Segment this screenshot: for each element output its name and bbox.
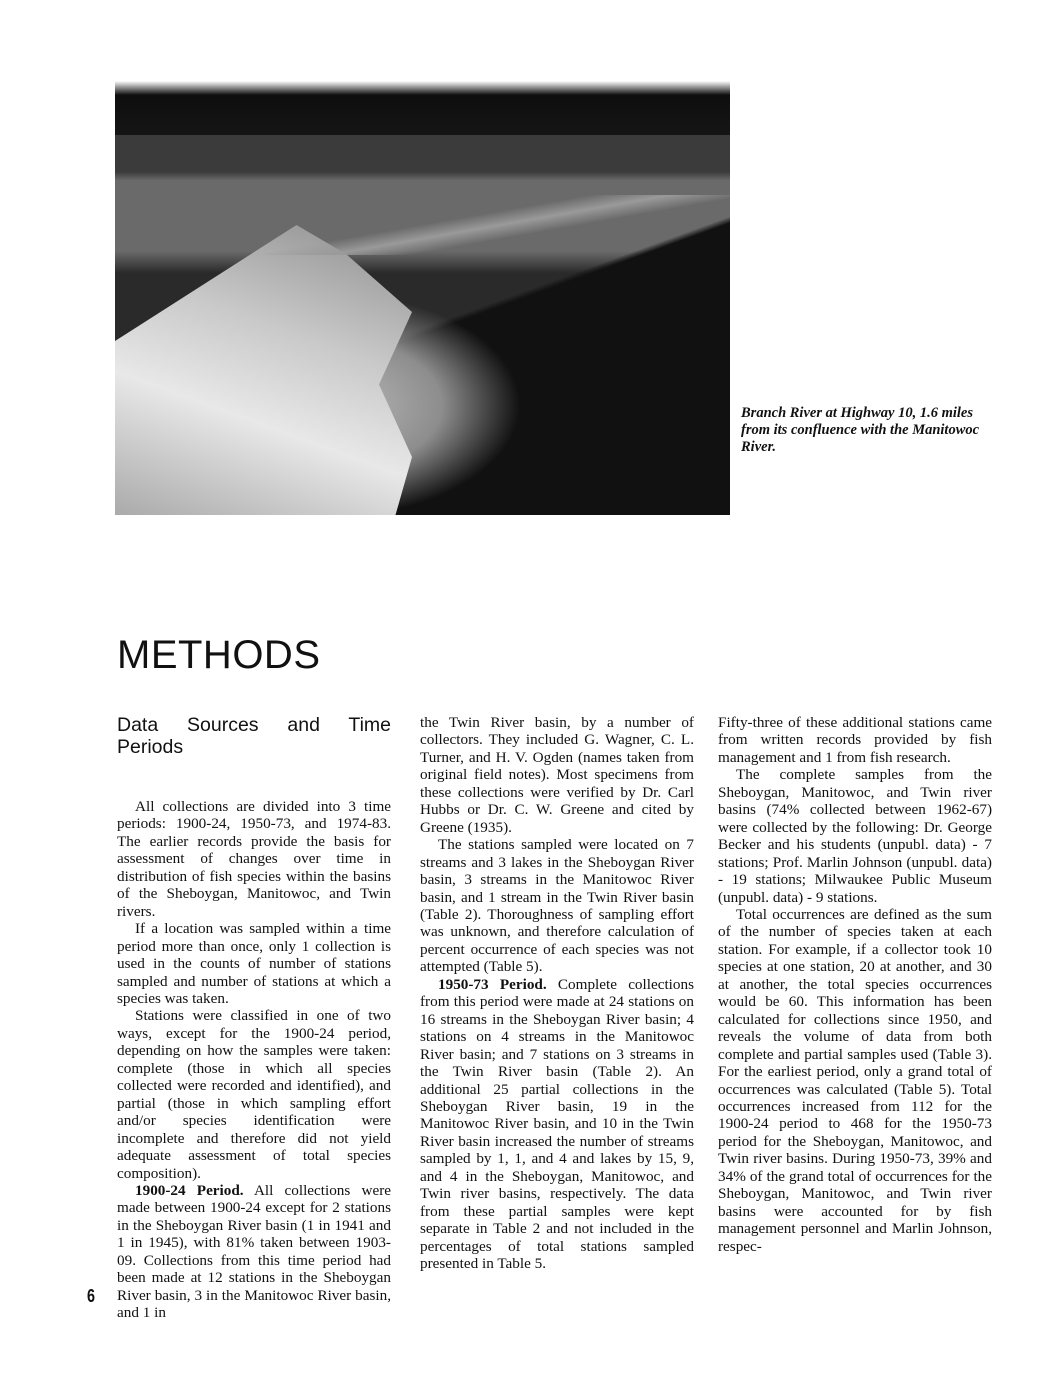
text-column-3 (718, 714, 992, 1255)
photo-caption: Branch River at Highway 10, 1.6 miles from its confluence with the Manitowoc River. (741, 405, 980, 455)
paragraph: 1950-73 Period. Complete collections from this period were made at 24 stations on 16 streams in the Sheboygan River basin; 4 stations on 4 streams in the Manitowoc River basin; and 7 stations on 3 streams in the Twin River basin (Table 2). An additional 25 partial collections in the Sheboygan River basin, 19 in the Manitowoc River basin, and 10 in the Twin River basin increased the number of streams sampled by 1, 1, and 4 and lakes by 15, 9, and 4 in the Sheboygan, Manitowoc, and Twin river basins, respectively. The data from these partial samples were kept separate in Table 2 and not included in the percentages of total stations sampled presented in Table 5. (420, 975, 694, 1273)
paragraph: The stations sampled were located on 7 streams and 3 lakes in the Sheboygan River basin, 3 streams in the Manitowoc River basin, and 1 stream in the Twin River basin (Table 2). Thoroughness of sampling effort was unknown, and therefore calculation of percent occurrence of each species was not attempted (Table 5). (420, 836, 694, 976)
run-in-heading: 1950-73 Period. (438, 975, 547, 993)
river-water (115, 225, 445, 515)
paragraph: Fifty-three of these additional stations came from written records provided by fish management and 1 from fish research. (718, 714, 992, 766)
paragraph: Stations were classified in one of two ways, except for the 1900-24 period, depending on how the samples were taken: complete (those in which all species collected were recorded and identified), and partial (those in which sampling effort and/or species identification were incomplete and therefore did not yield adequate assessment of total species composition). (117, 1007, 391, 1182)
subsection-heading: Data Sources and Time Periods (117, 714, 391, 758)
paragraph: Total occurrences are defined as the sum of the number of species taken at each station. For example, if a collector took 10 species at one station, 20 at another, and 30 at another, the total species occurrences would be 60. This information has been calculated for collections since 1950, and reveals the volume of data from both complete and partial samples used (Table 3). For the earliest period, only a grand total of occurrences was calculated (Table 5). Total occurrences increased from 112 for the 1900-24 period to 468 for the 1950-73 period for the Sheboygan, Manitowoc, and Twin river basins. During 1950-73, 39% and 34% of the grand total of occurrences for the Sheboygan, Manitowoc, and Twin river basins were accounted for by fish management personnel and Marlin Johnson, respec- (718, 905, 992, 1255)
paragraph: The complete samples from the Sheboygan, Manitowoc, and Twin river basins (74% collected between 1962-67) were collected by the following: Dr. George Becker and his students (unpubl. data) - 7 stations; Prof. Marlin Johnson (unpubl. data) - 19 stations; Milwaukee Public Museum (unpubl. data) - 9 stations. (718, 766, 992, 906)
run-in-heading: 1900-24 Period. (135, 1181, 244, 1199)
page-number: 6 (87, 1286, 96, 1306)
river-photo (115, 75, 730, 515)
paragraph: 1900-24 Period. All collections were made between 1900-24 except for 2 stations in the Sheboygan River basin (1 in 1941 and 1 in 1945), with 81% taken between 1903-09. Collections from this time period had been made at 12 stations in the Sheboygan River basin, 3 in the Manitowoc River basin, and 1 in (117, 1181, 391, 1322)
paragraph: If a location was sampled within a time period more than once, only 1 collection is used in the counts of number of stations sampled and number of stations at which a species was taken. (117, 920, 391, 1007)
paragraph: All collections are divided into 3 time periods: 1900-24, 1950-73, and 1974-83. The earlier records provide the basis for assessment of changes over time in distribution of fish species within the basins of the Sheboygan, Manitowoc, and Twin rivers. (117, 798, 391, 920)
section-heading: METHODS (117, 633, 321, 677)
text-column-2 (420, 714, 694, 1273)
tree-line (115, 75, 730, 135)
paragraph: the Twin River basin, by a number of collectors. They included G. Wagner, C. L. Turner, and H. V. Ogden (names taken from original field notes). Most specimens from these collections were verified by Dr. Carl Hubbs or Dr. C. W. Greene and cited by Greene (1935). (420, 714, 694, 836)
stream-channel (265, 195, 730, 255)
text-column-1 (117, 714, 391, 1322)
